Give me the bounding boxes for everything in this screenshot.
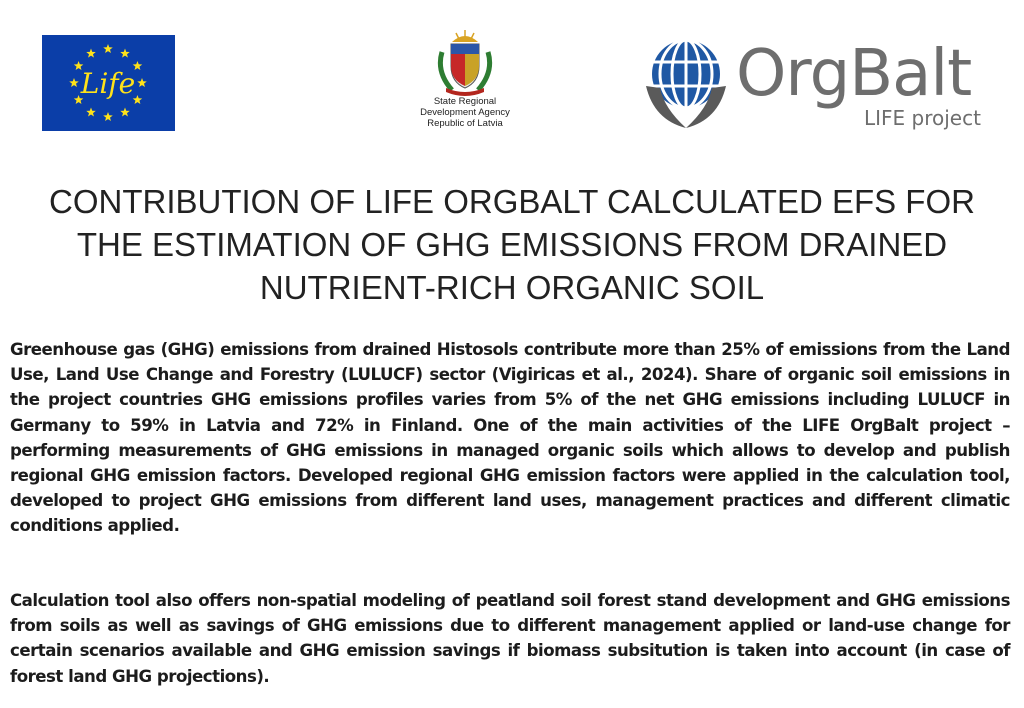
latvia-agency-logo bbox=[400, 28, 530, 143]
orgbalt-globe-hands-icon bbox=[640, 36, 732, 132]
logo-header bbox=[0, 0, 1024, 150]
title-line-3: NUTRIENT-RICH ORGANIC SOIL bbox=[259, 269, 765, 306]
page-title bbox=[20, 180, 1004, 309]
eu-life-text: Life bbox=[80, 67, 136, 100]
body-paragraph-1: Greenhouse gas (GHG) emissions from drained Histosols contribute more than 25% of emissions from the Land Use, Land Use Change and Forestry (LULUCF) sector (Vigiricas et al., 2024). Share of organic soil emissions in the project countries GHG emissions profiles varies from 5% of the net GHG emissions including LULUCF in Germany to 59% in Latvia and 72% in Finland. One of the main activities of the LIFE OrgBalt project – performing measurements of GHG emissions in managed organic soils which allows to develop and publish regional GHG emission factors. Developed regional GHG emission factors were applied in the calculation tool, developed to project GHG emissions from different land uses, management practices and different climatic conditions applied. bbox=[10, 340, 1010, 536]
eu-life-flag-graphic bbox=[42, 35, 175, 131]
title-line-2: THE ESTIMATION OF GHG EMISSIONS FROM DRAINED bbox=[76, 226, 948, 263]
body-paragraph-2: Calculation tool also offers non-spatial modeling of peatland soil forest stand development and GHG emissions from soils as well as savings of GHG emissions due to different management applied or land-use change for certain scenarios available and GHG emission savings if biomass subsitution is taken into account (in case of forest land GHG projections). bbox=[10, 591, 1010, 686]
orgbalt-subtitle: LIFE project bbox=[864, 106, 981, 130]
latvia-line-3: Republic of Latvia bbox=[427, 118, 503, 129]
orgbalt-brand-text: OrgBalt bbox=[736, 37, 972, 111]
title-line-1: CONTRIBUTION OF LIFE ORGBALT CALCULATED EFS FOR bbox=[49, 183, 975, 220]
latvia-coat-of-arms-icon bbox=[434, 28, 496, 96]
eu-life-flag-icon bbox=[42, 35, 175, 131]
orgbalt-logo bbox=[640, 36, 990, 136]
latvia-line-1: State Regional bbox=[433, 96, 497, 107]
latvia-line-2: Development Agency bbox=[420, 107, 510, 118]
